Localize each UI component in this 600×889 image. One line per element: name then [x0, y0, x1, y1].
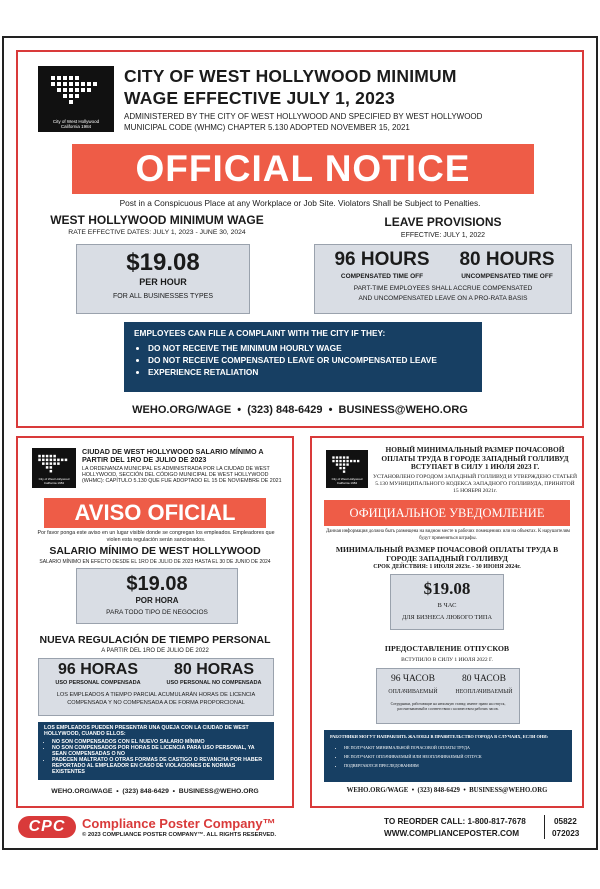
russian-complaint-item: • НЕ ПОЛУЧАЮТ ОПЛАЧИВАЕМЫЙ ИЛИ НЕОПЛАЧИВАЕМЫЙ ОТПУСК — [344, 752, 566, 761]
spanish-panel — [16, 436, 294, 808]
english-leave-box — [314, 244, 572, 314]
english-complaint-item: • DO NOT RECEIVE COMPENSATED LEAVE OR UNCOMPENSATED LEAVE — [148, 354, 472, 366]
russian-wage-dates: СРОК ДЕЙСТВИЯ: 1 ИЮЛЯ 2023г. - 30 ИЮНЯ 2024г. — [373, 564, 521, 570]
english-wage-heading: WEST HOLLYWOOD MINIMUM WAGE — [50, 213, 264, 227]
english-title-line1: CITY OF WEST HOLLYWOOD MINIMUM — [124, 66, 457, 86]
weho-logo-mark-icon — [37, 452, 71, 474]
weho-logo-mark-icon — [331, 454, 363, 474]
russian-wage-heading: МИНИМАЛЬНЫЙ РАЗМЕР ПОЧАСОВОЙ ОПЛАТЫ ТРУДА В ГОРОДЕ ЗАПАДНЫЙ ГОЛЛИВУД — [335, 545, 559, 563]
logo-city-name: City of West Hollywood — [52, 119, 100, 124]
english-wage-per: PER HOUR — [139, 277, 187, 287]
russian-leave-effective: ВСТУПИЛО В СИЛУ 1 ИЮЛЯ 2022 Г. — [401, 657, 493, 663]
spanish-complaint-box — [38, 722, 274, 780]
weho-logo — [32, 448, 76, 488]
weho-logo-mark-icon — [49, 72, 103, 106]
spanish-leave-box — [38, 658, 274, 716]
english-subtitle-line2: MUNICIPAL CODE (WHMC) CHAPTER 5.130 ADOPTED NOVEMBER 15, 2021 — [124, 123, 410, 132]
spanish-wage-for: PARA TODO TIPO DE NEGOCIOS — [106, 609, 208, 616]
spanish-wage-dates: SALARIO MÍNIMO EN EFECTO DESDE EL 1RO DE JULIO DE 2023 HASTA EL 30 DE JUNIO DE 2024 — [39, 559, 271, 565]
spanish-parttime: LOS EMPLEADOS A TIEMPO PARCIAL ACUMULARÁN HORAS DE LICENCIA COMPENSADA Y NO COMPENSADA A DE FORMA PROPORCIONAL — [56, 692, 256, 706]
english-complaint-list — [134, 342, 472, 378]
spanish-complaint-item: • NO SON COMPENSADOS CON EL NUEVO SALARIO MÍNIMO — [52, 739, 268, 745]
english-post-note: Post in a Conspicuous Place at any Workplace or Job Site. Violators Shall be Subject to Penalties. — [119, 198, 481, 208]
logo-year: California 1984 — [336, 480, 358, 485]
russian-contact: WEHO.ORG/WAGE • (323) 848-6429 • BUSINESS@WEHO.ORG — [346, 787, 548, 794]
spanish-complaint-item: • NO SON COMPENSADOS POR HORAS DE LICENCIA PARA USO PERSONAL, YA SEAN COMPENSADAS O NO — [52, 745, 268, 757]
english-wage-for: FOR ALL BUSINESSES TYPES — [113, 293, 213, 300]
english-complaint-heading: EMPLOYEES CAN FILE A COMPLAINT WITH THE CITY IF THEY: — [134, 328, 386, 338]
english-wage-amount: $19.08 — [126, 249, 200, 276]
russian-wage-per: В ЧАС — [437, 602, 457, 609]
cpc-logo — [18, 816, 76, 838]
company-name: Compliance Poster Company™ — [82, 816, 276, 831]
spanish-hours-uncomp: 80 HORAS — [173, 661, 255, 678]
spanish-wage-heading: SALARIO MÍNIMO DE WEST HOLLYWOOD — [49, 545, 261, 557]
russian-complaint-box — [324, 730, 572, 782]
english-hours-uncomp-label: UNCOMPENSATED TIME OFF — [461, 273, 553, 280]
english-parttime-line1: PART-TIME EMPLOYEES SHALL ACCRUE COMPENSATED — [353, 285, 533, 292]
russian-wage-amount: $19.08 — [423, 579, 471, 598]
english-wage-box — [76, 244, 250, 314]
spanish-leave-heading: NUEVA REGULACIÓN DE TIEMPO PERSONAL — [39, 634, 271, 646]
website: WWW.COMPLIANCEPOSTER.COM — [384, 829, 520, 838]
spanish-hours-uncomp-label: USO PERSONAL NO COMPENSADA — [166, 680, 262, 686]
english-hours-uncomp: 80 HOURS — [459, 249, 555, 270]
russian-wage-for: ДЛЯ БИЗНЕСА ЛЮБОГО ТИПА — [401, 614, 493, 621]
english-subtitle-line1: ADMINISTERED BY THE CITY OF WEST HOLLYWOOD AND SPECIFIED BY WEST HOLLYWOOD — [124, 112, 483, 121]
russian-hours-uncomp: 80 ЧАСОВ — [462, 674, 506, 684]
english-parttime-line2: AND UNCOMPENSATED LEAVE ON A PRO-RATA BASIS — [358, 295, 528, 302]
english-hours-comp-label: COMPENSATED TIME OFF — [340, 273, 424, 280]
russian-hours-comp: 96 ЧАСОВ — [391, 674, 435, 684]
russian-parttime: Сотрудники, работающие на неполную ставку, имеют право на отпуск, рассчитываемый в соответствии с количеством рабочих часов. — [390, 702, 506, 711]
english-panel — [16, 50, 584, 428]
official-notice-banner: OFFICIAL NOTICE — [72, 144, 534, 194]
russian-complaint-item: • ПОДВЕРГАЮТСЯ ПРЕСЛЕДОВАНИЯМ — [344, 761, 566, 770]
english-wage-dates: RATE EFFECTIVE DATES: JULY 1, 2023 - JUNE 30, 2024 — [68, 229, 246, 236]
english-complaint-box — [124, 322, 482, 392]
russian-title: НОВЫЙ МИНИМАЛЬНЫЙ РАЗМЕР ПОЧАСОВОЙ ОПЛАТЫ ТРУДА В ГОРОДЕ ЗАПАДНЫЙ ГОЛЛИВУД ВСТУПАЕТ В СИЛУ 1 ИЮЛЯ 2023 Г. — [381, 445, 569, 472]
russian-hours-uncomp-label: НЕОПЛАЧИВАЕМЫЙ — [455, 689, 513, 695]
poster-code: 05822 — [554, 817, 577, 826]
english-leave-effective: EFFECTIVE: JULY 1, 2022 — [400, 232, 486, 239]
revision-code: 072023 — [552, 829, 580, 838]
footer-divider — [544, 815, 545, 839]
weho-logo — [326, 450, 368, 488]
russian-panel — [310, 436, 584, 808]
spanish-complaint-list — [44, 739, 268, 776]
weho-logo — [38, 66, 114, 132]
copyright: © 2023 COMPLIANCE POSTER COMPANY™. ALL RIGHTS RESERVED. — [82, 832, 277, 838]
english-complaint-item: • DO NOT RECEIVE THE MINIMUM HOURLY WAGE — [148, 342, 472, 354]
spanish-wage-box — [76, 568, 238, 624]
russian-complaint-list — [330, 743, 566, 770]
spanish-complaint-item: • PADECEN MALTRATO O OTRAS FORMAS DE CASTIGO O REVANCHA POR HABER REPORTADO AL EMPLEADOR EN CASO DE VIOLACIONES DE NORMAS EXISTENTES — [52, 757, 268, 775]
cpc-logo-text: CPC — [28, 818, 66, 835]
russian-official-notice-banner: ОФИЦИАЛЬНОЕ УВЕДОМЛЕНИЕ — [324, 500, 570, 526]
logo-year: California 1984 — [60, 124, 92, 129]
russian-complaint-heading: РАБОТНИКИ МОГУТ НАПРАВЛЯТЬ ЖАЛОБЫ В ПРАВИТЕЛЬСТВО ГОРОДА В СЛУЧАЯХ, ЕСЛИ ОНИ: — [330, 734, 549, 739]
spanish-hours-comp-label: USO PERSONAL COMPENSADA — [55, 680, 141, 686]
spanish-title: CIUDAD DE WEST HOLLYWOOD SALARIO MÍNIMO A PARTIR DEL 1RO DE JULIO DE 2023 — [82, 447, 264, 464]
spanish-hours-comp: 96 HORAS — [57, 661, 139, 678]
spanish-subtitle: LA ORDENANZA MUNICIPAL ES ADMINISTRADA POR LA CIUDAD DE WEST HOLLYWOOD, SECCIÓN DEL CÓDIGO MUNICIPAL DE WEST HOLLYWOOD (WHMC): CAPÍTULO 5.130 QUE FUE ADOPTADO EL 15 DE NOVIEMBRE DE 2021 — [82, 466, 282, 485]
english-contact: WEHO.ORG/WAGE • (323) 848-6429 • BUSINESS@WEHO.ORG — [132, 404, 468, 416]
reorder-phone: TO REORDER CALL: 1-800-817-7678 — [384, 817, 526, 826]
spanish-contact: WEHO.ORG/WAGE • (323) 848-6429 • BUSINESS@WEHO.ORG — [51, 788, 259, 795]
spanish-wage-amount: $19.08 — [126, 573, 188, 595]
logo-year: California 1984 — [43, 480, 65, 485]
spanish-post-note: Por favor ponga este aviso en un lugar visible donde se congregan los empleados. Empleadores que violen esta regulación serán sancionados. — [37, 530, 275, 543]
logo-city-name: City of West Hollywood — [38, 477, 70, 481]
russian-complaint-item: • НЕ ПОЛУЧАЮТ МИНИМАЛЬНОЙ ПОЧАСОВОЙ ОПЛАТЫ ТРУДА — [344, 743, 566, 752]
poster — [2, 36, 598, 850]
spanish-wage-per: POR HORA — [135, 596, 179, 605]
english-leave-heading: LEAVE PROVISIONS — [384, 215, 502, 229]
english-hours-comp: 96 HOURS — [334, 249, 430, 270]
spanish-leave-effective: A PARTIR DEL 1RO DE JULIO DE 2022 — [101, 648, 209, 654]
russian-subtitle: УСТАНОВЛЕНО ГОРОДОМ ЗАПАДНЫЙ ГОЛЛИВУД И УТВЕРЖДЕНО СТАТЬЕЙ 5.130 МУНИЦИПАЛЬНОГО КОДЕКСА ЗАПАДНОГО ГОЛЛИВУДА, ПРИНЯТОЙ 15 НОЯБРЯ 2021г. — [372, 474, 578, 494]
logo-city-name: City of West Hollywood — [331, 477, 363, 481]
russian-hours-comp-label: ОПЛАЧИВАЕМЫЙ — [388, 689, 438, 695]
aviso-oficial-banner: AVISO OFICIAL — [44, 498, 266, 528]
spanish-complaint-heading: LOS EMPLEADOS PUEDEN PRESENTAR UNA QUEJA CON LA CIUDAD DE WEST HOLLYWOOD, CUANDO ELLOS: — [44, 725, 249, 738]
english-complaint-item: • EXPERIENCE RETALIATION — [148, 366, 472, 378]
russian-wage-box — [390, 574, 504, 630]
russian-post-note: Данная информация должна быть размещена на видном месте в рабочих помещениях или на объектах. К нарушителям будут применяться штрафы. — [326, 529, 570, 541]
english-title-line2: WAGE EFFECTIVE JULY 1, 2023 — [124, 88, 395, 108]
russian-leave-heading: ПРЕДОСТАВЛЕНИЕ ОТПУСКОВ — [384, 644, 510, 653]
russian-leave-box — [376, 668, 520, 724]
